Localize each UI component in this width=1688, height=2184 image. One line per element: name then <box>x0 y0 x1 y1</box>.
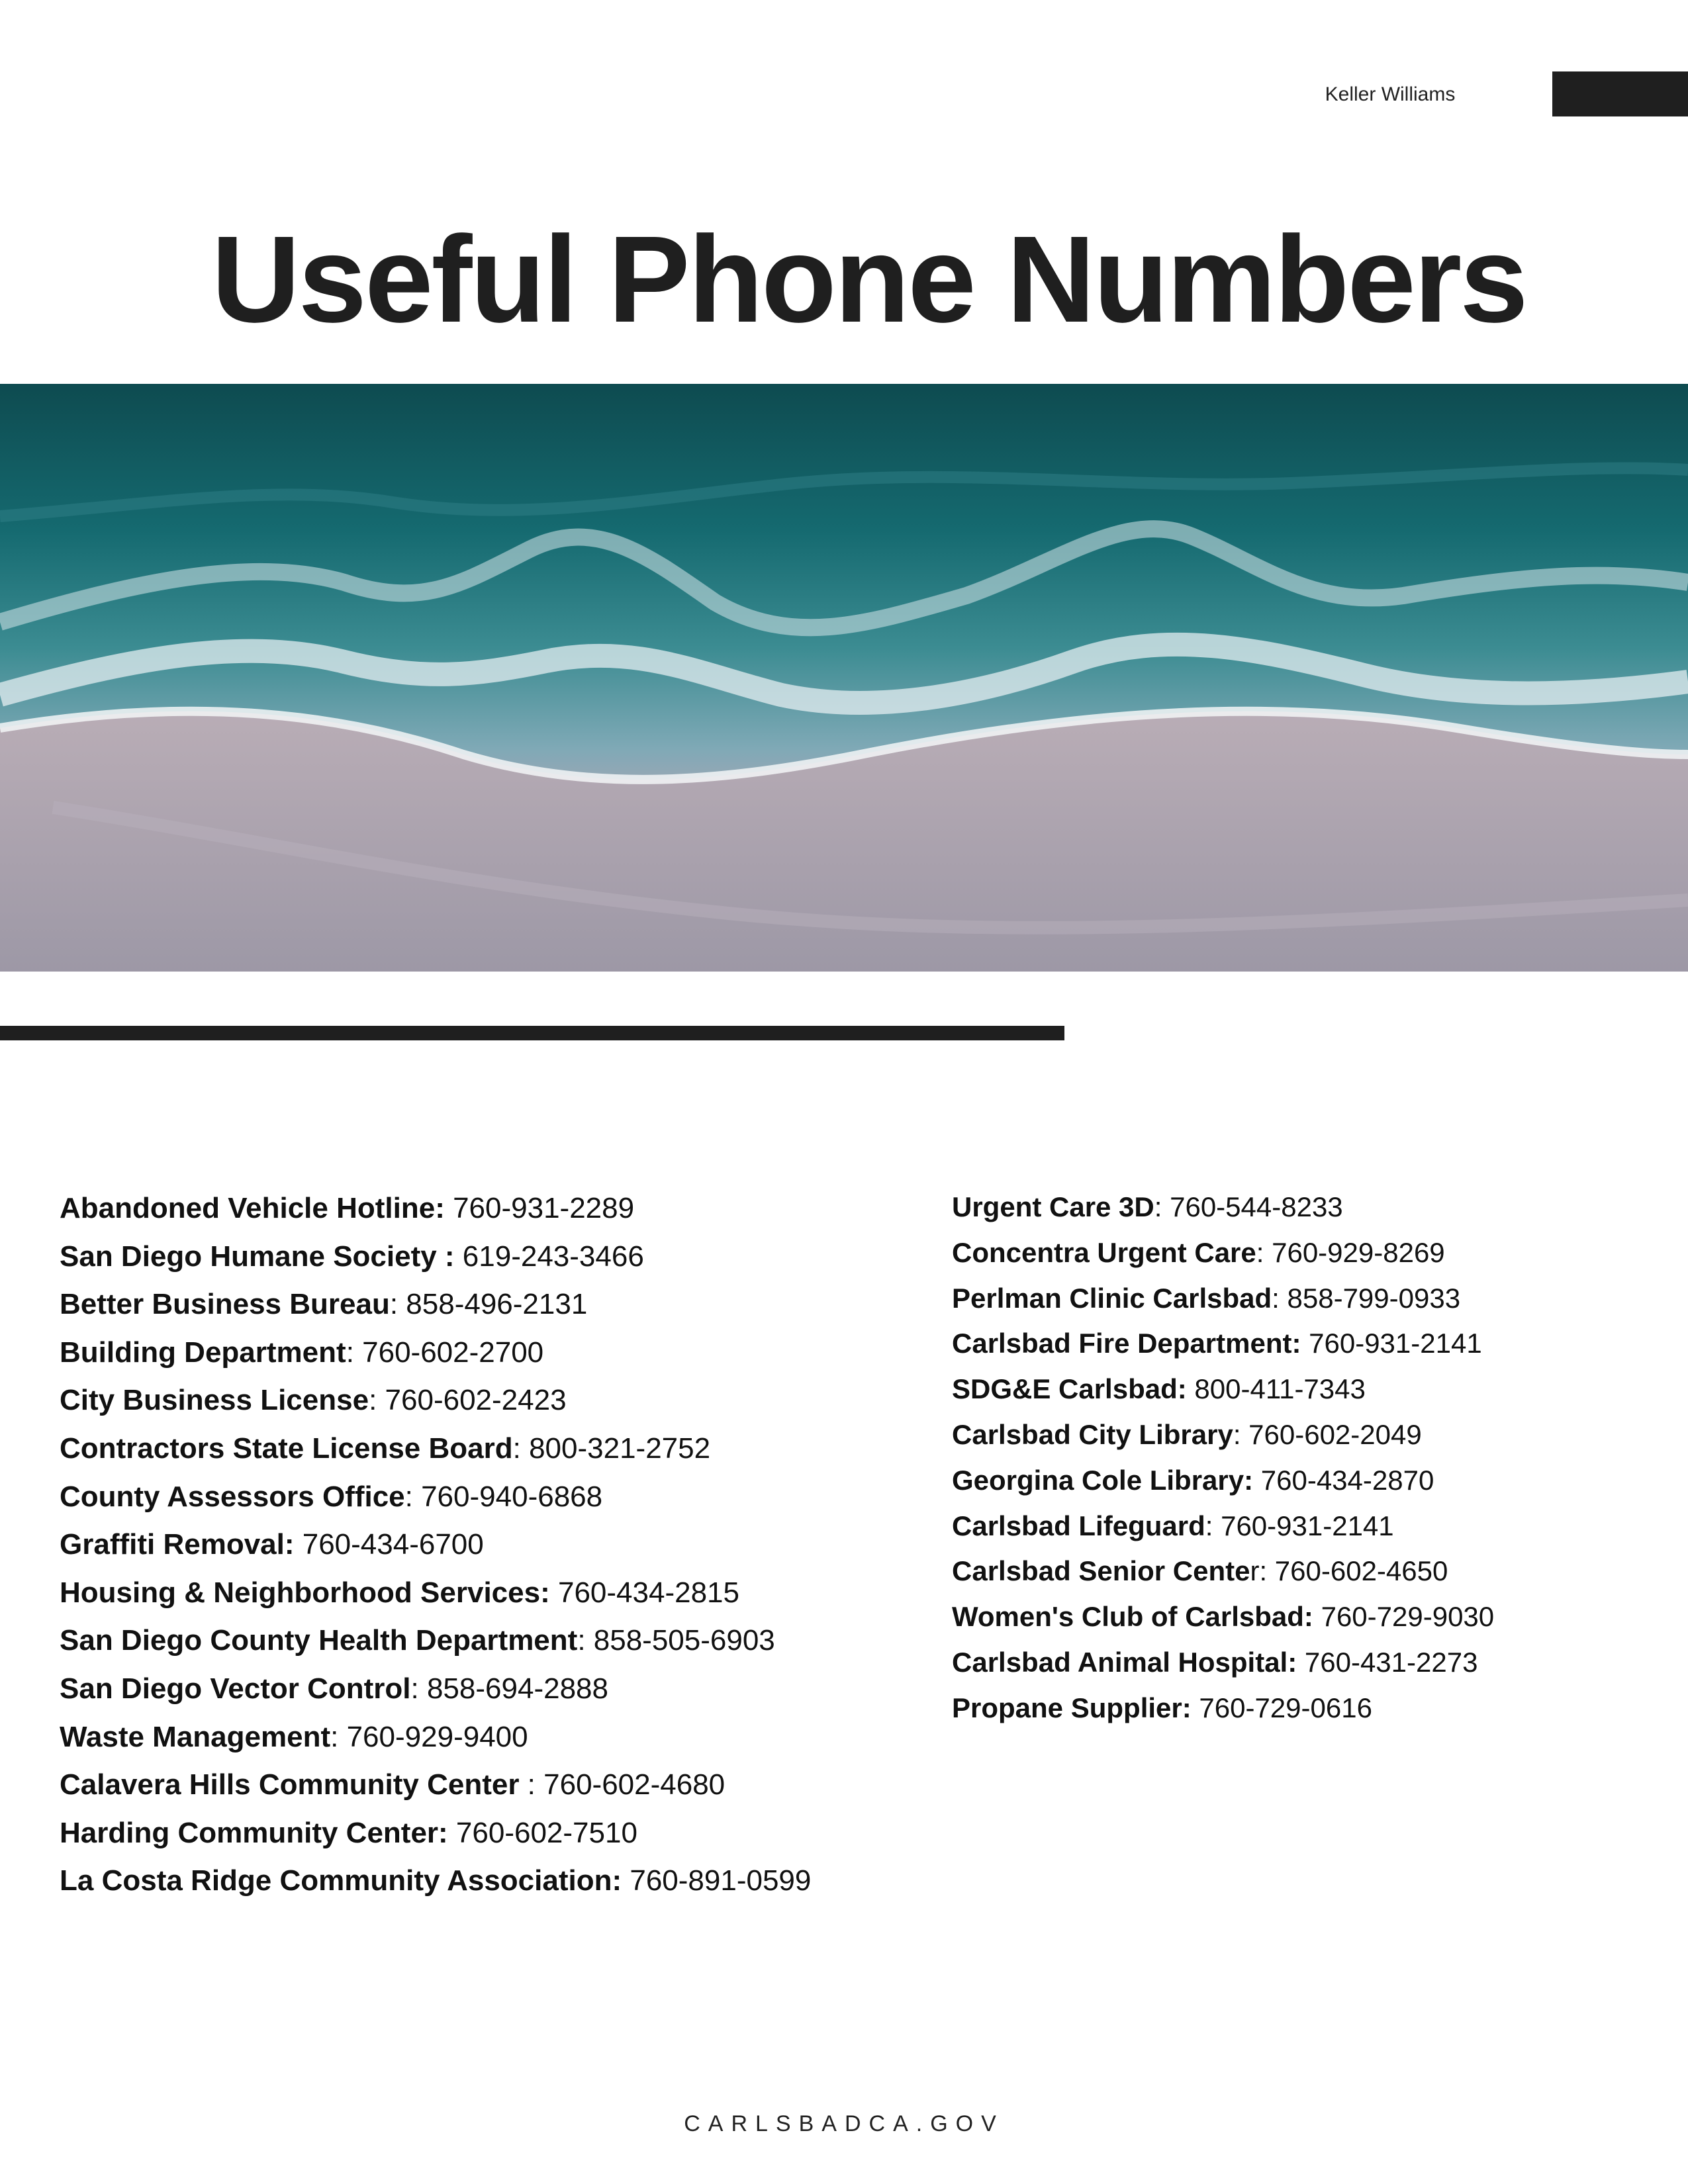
beach-waves-photo <box>0 384 1688 972</box>
entry-name: County Assessors Office <box>60 1480 405 1513</box>
entry-name: Carlsbad Animal Hospital: <box>952 1646 1297 1678</box>
list-item <box>952 1412 1667 1458</box>
entry-number: : 858-694-2888 <box>410 1672 608 1705</box>
entry-name: Building Department <box>60 1336 346 1369</box>
page-title: Useful Phone Numbers <box>211 211 1526 348</box>
list-item <box>60 1617 894 1665</box>
left-phone-list <box>60 1185 894 1905</box>
entry-name: Propane Supplier: <box>952 1692 1192 1723</box>
list-item <box>952 1230 1667 1276</box>
entry-name: Carlsbad City Library <box>952 1418 1233 1450</box>
corner-accent-bar <box>1552 71 1688 116</box>
list-item <box>60 1761 894 1809</box>
entry-number: 619-243-3466 <box>454 1240 644 1273</box>
entry-number: : 760-544-8233 <box>1154 1191 1343 1222</box>
list-item <box>952 1185 1667 1230</box>
entry-name: Abandoned Vehicle Hotline: <box>60 1192 445 1224</box>
entry-name: Georgina Cole Library: <box>952 1464 1254 1496</box>
entry-number: : 760-929-8269 <box>1256 1236 1445 1268</box>
list-item <box>952 1504 1667 1549</box>
entry-name: Urgent Care 3D <box>952 1191 1154 1222</box>
entry-name: Women's Club of Carlsbad: <box>952 1601 1313 1633</box>
entry-name: Carlsbad Fire Department: <box>952 1328 1301 1359</box>
entry-number: 760-602-7510 <box>447 1816 637 1849</box>
entry-number: : 760-931-2141 <box>1205 1510 1394 1541</box>
entry-number: : 760-940-6868 <box>404 1480 603 1513</box>
entry-name: San Diego County Health Department <box>60 1624 578 1657</box>
entry-number: : 760-602-2049 <box>1233 1418 1422 1450</box>
list-item <box>60 1233 894 1281</box>
entry-number: 760-434-6700 <box>294 1528 484 1561</box>
entry-number: 760-931-2289 <box>444 1192 635 1224</box>
entry-name: Contractors State License Board <box>60 1432 513 1465</box>
entry-number: : 858-496-2131 <box>389 1288 588 1321</box>
entry-number: 760-434-2870 <box>1253 1464 1434 1496</box>
entry-name: City Business License <box>60 1384 369 1417</box>
list-item <box>60 1329 894 1377</box>
entry-number: : 858-505-6903 <box>577 1624 775 1657</box>
list-item <box>60 1665 894 1713</box>
entry-number: 760-431-2273 <box>1297 1646 1478 1678</box>
entry-number: : 858-799-0933 <box>1272 1282 1461 1314</box>
list-item <box>952 1549 1667 1594</box>
entry-number: : 760-602-2423 <box>369 1384 567 1417</box>
entry-name: Waste Management <box>60 1720 331 1753</box>
entry-name: Better Business Bureau <box>60 1288 390 1321</box>
entry-name: Carlsbad Senior Cente <box>952 1555 1250 1587</box>
entry-number: : 760-929-9400 <box>330 1720 528 1753</box>
list-item <box>60 1809 894 1858</box>
entry-number: 760-931-2141 <box>1301 1328 1482 1359</box>
list-item <box>952 1686 1667 1731</box>
list-item <box>952 1276 1667 1322</box>
list-item <box>60 1569 894 1617</box>
right-phone-list <box>952 1185 1667 1731</box>
entry-number: 760-729-0616 <box>1191 1692 1372 1723</box>
entry-name: San Diego Vector Control <box>60 1672 411 1705</box>
list-item <box>60 1377 894 1425</box>
entry-number: r: 760-602-4650 <box>1250 1555 1448 1587</box>
list-item <box>952 1594 1667 1640</box>
brand-name: Keller Williams <box>1325 83 1456 105</box>
list-item <box>952 1321 1667 1367</box>
list-item <box>60 1185 894 1233</box>
entry-name: Harding Community Center: <box>60 1816 448 1849</box>
entry-name: Carlsbad Lifeguard <box>952 1510 1205 1541</box>
entry-name: La Costa Ridge Community Association: <box>60 1864 622 1897</box>
list-item <box>952 1458 1667 1504</box>
entry-name: Graffiti Removal: <box>60 1528 295 1561</box>
section-divider <box>0 1026 1064 1040</box>
entry-name: Housing & Neighborhood Services: <box>60 1576 550 1609</box>
list-item <box>60 1521 894 1569</box>
entry-number: : 760-602-2700 <box>346 1336 544 1369</box>
entry-name: Calavera Hills Community Center <box>60 1768 520 1801</box>
entry-number: : 760-602-4680 <box>519 1768 726 1801</box>
list-item <box>60 1425 894 1473</box>
entry-name: Perlman Clinic Carlsbad <box>952 1282 1272 1314</box>
entry-name: Concentra Urgent Care <box>952 1236 1256 1268</box>
entry-name: SDG&E Carlsbad: <box>952 1373 1187 1405</box>
list-item <box>60 1713 894 1762</box>
entry-number: 760-891-0599 <box>622 1864 812 1897</box>
entry-number: 760-434-2815 <box>549 1576 739 1609</box>
entry-name: San Diego Humane Society : <box>60 1240 455 1273</box>
list-item <box>60 1473 894 1522</box>
list-item <box>952 1367 1667 1412</box>
entry-number: 760-729-9030 <box>1313 1601 1495 1633</box>
list-item <box>60 1857 894 1905</box>
entry-number: 800-411-7343 <box>1186 1373 1366 1405</box>
list-item <box>952 1640 1667 1686</box>
list-item <box>60 1281 894 1329</box>
entry-number: : 800-321-2752 <box>512 1432 711 1465</box>
footer-website: CARLSBADCA.GOV <box>684 2111 1004 2136</box>
